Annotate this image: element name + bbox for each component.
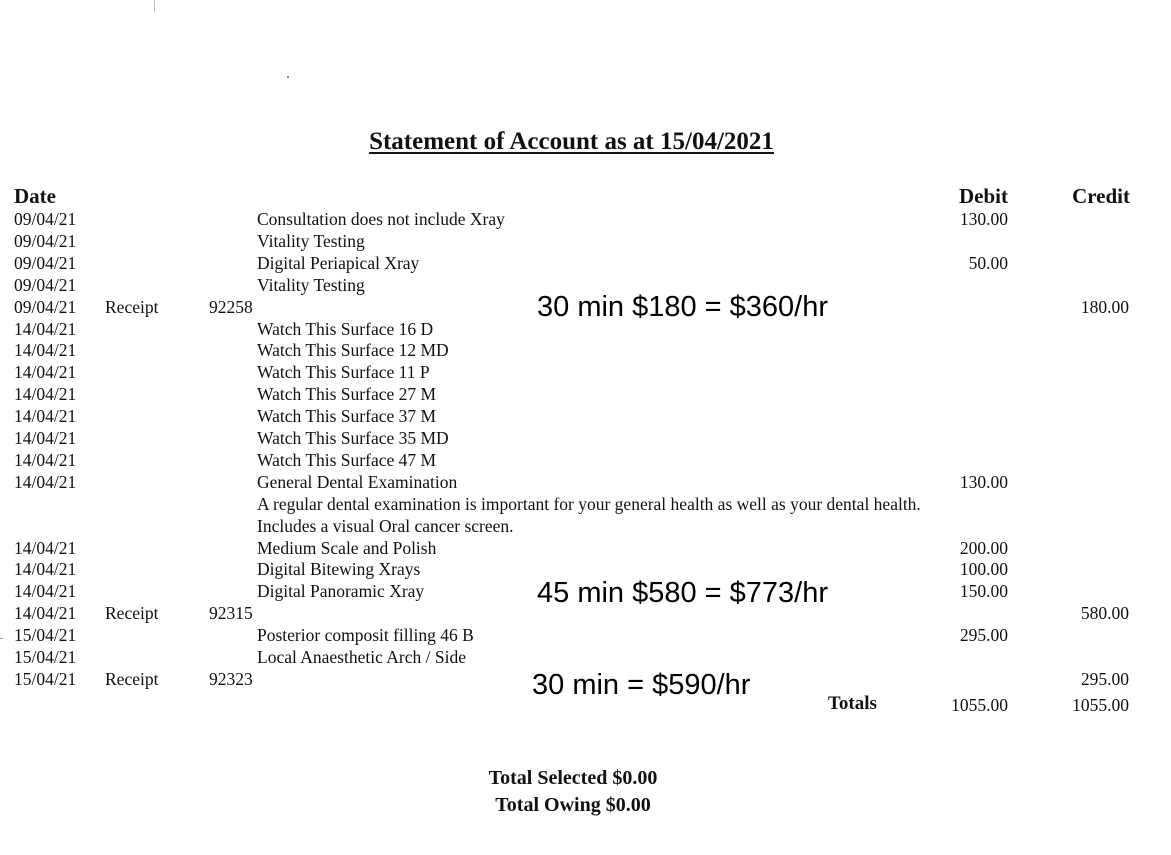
row-debit: 130.00 xyxy=(959,209,1008,229)
row-date: 09/04/21 xyxy=(14,209,77,229)
row-date: 15/04/21 xyxy=(14,669,77,689)
row-description: Digital Bitewing Xrays xyxy=(257,559,421,579)
row-credit: 580.00 xyxy=(1080,603,1129,623)
totals-label: Totals xyxy=(828,693,877,714)
row-debit: 100.00 xyxy=(959,559,1008,579)
statement-title: Statement of Account as at 15/04/2021 xyxy=(369,128,774,155)
row-type: Receipt xyxy=(105,297,159,317)
scan-speck xyxy=(0,638,3,639)
row-description: Watch This Surface 47 M xyxy=(257,450,437,470)
row-date: 14/04/21 xyxy=(14,538,77,558)
row-debit: 50.00 xyxy=(968,253,1008,273)
row-date: 14/04/21 xyxy=(14,472,77,492)
row-description: Posterior composit filling 46 B xyxy=(257,625,474,645)
scan-speck xyxy=(287,76,289,78)
row-reference: 92258 xyxy=(209,297,253,317)
scan-speck xyxy=(154,0,155,12)
row-description: A regular dental examination is important for your general health as well as your dental health. xyxy=(257,494,921,514)
row-date: 14/04/21 xyxy=(14,581,77,601)
row-date: 14/04/21 xyxy=(14,319,77,339)
row-date: 09/04/21 xyxy=(14,231,77,251)
row-date: 15/04/21 xyxy=(14,625,77,645)
row-description: Watch This Surface 35 MD xyxy=(257,428,449,448)
row-date: 14/04/21 xyxy=(14,559,77,579)
row-description: Watch This Surface 12 MD xyxy=(257,340,449,360)
row-description: Digital Panoramic Xray xyxy=(257,581,425,601)
row-debit: 130.00 xyxy=(959,472,1008,492)
row-description: Digital Periapical Xray xyxy=(257,253,420,273)
row-description: Watch This Surface 16 D xyxy=(257,319,434,339)
totals-credit: 1055.00 xyxy=(1072,695,1129,715)
handwritten-rate-note: 45 min $580 = $773/hr xyxy=(537,577,829,609)
row-credit: 180.00 xyxy=(1080,297,1129,317)
row-date: 14/04/21 xyxy=(14,450,77,470)
total-selected: Total Selected $0.00 xyxy=(488,767,658,789)
row-date: 15/04/21 xyxy=(14,647,77,667)
row-type: Receipt xyxy=(105,603,159,623)
row-debit: 295.00 xyxy=(959,625,1008,645)
row-date: 09/04/21 xyxy=(14,297,77,317)
row-date: 14/04/21 xyxy=(14,406,77,426)
row-description: Watch This Surface 11 P xyxy=(257,362,430,382)
row-description: Consultation does not include Xray xyxy=(257,209,505,229)
handwritten-rate-note: 30 min = $590/hr xyxy=(532,669,751,701)
row-description: Local Anaesthetic Arch / Side xyxy=(257,647,466,667)
row-type: Receipt xyxy=(105,669,159,689)
row-date: 14/04/21 xyxy=(14,384,77,404)
row-date: 09/04/21 xyxy=(14,253,77,273)
row-description: Vitality Testing xyxy=(257,231,365,251)
row-date: 14/04/21 xyxy=(14,340,77,360)
column-header-debit: Debit xyxy=(959,184,1008,208)
row-description: Vitality Testing xyxy=(257,275,365,295)
row-description: Watch This Surface 37 M xyxy=(257,406,437,426)
handwritten-rate-note: 30 min $180 = $360/hr xyxy=(537,291,829,323)
row-date: 09/04/21 xyxy=(14,275,77,295)
row-description: Medium Scale and Polish xyxy=(257,538,437,558)
row-credit: 295.00 xyxy=(1080,669,1129,689)
row-date: 14/04/21 xyxy=(14,428,77,448)
row-description: General Dental Examination xyxy=(257,472,458,492)
row-reference: 92315 xyxy=(209,603,253,623)
column-header-date: Date xyxy=(14,184,56,208)
total-owing: Total Owing $0.00 xyxy=(495,794,651,816)
row-debit: 200.00 xyxy=(959,538,1008,558)
row-description: Watch This Surface 27 M xyxy=(257,384,437,404)
row-debit: 150.00 xyxy=(959,581,1008,601)
column-header-credit: Credit xyxy=(1072,184,1130,208)
row-description: Includes a visual Oral cancer screen. xyxy=(257,516,514,536)
totals-debit: 1055.00 xyxy=(951,695,1008,715)
row-reference: 92323 xyxy=(209,669,253,689)
row-date: 14/04/21 xyxy=(14,603,77,623)
row-date: 14/04/21 xyxy=(14,362,77,382)
